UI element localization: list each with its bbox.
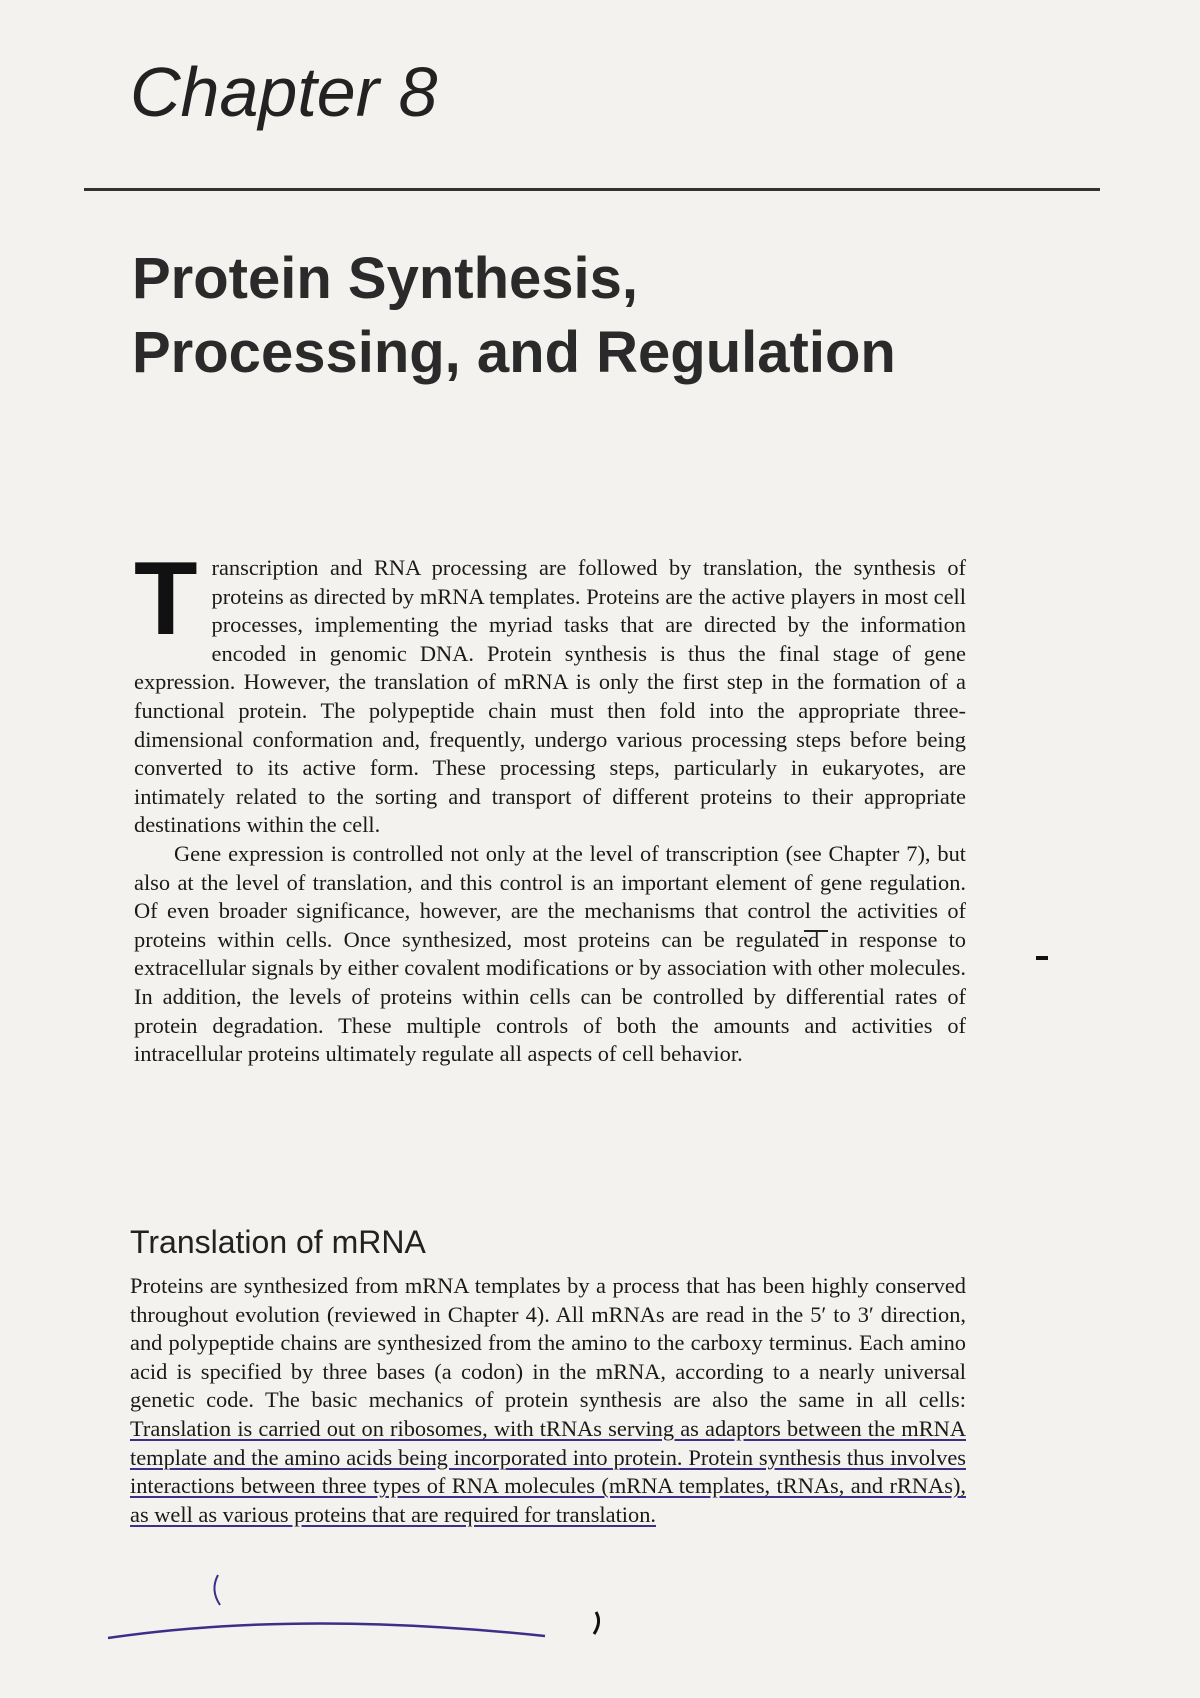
- handwritten-underlined-text: Translation is carried out on ribosomes, with tRNAs serving as adaptors between the mRNA template and the amino acids being incorporated into protein. Protein synthesis thus involves interactions between three types of RNA molecules (mRNA templates, tRNAs, and rRNAs), as well as various proteins that are required for translation.: [130, 1415, 966, 1527]
- intro-paragraph-2: Gene expression is controlled not only at the level of transcription (see Chapter 7), but also at the level of translation, and this control is an important element of gene regulation. Of even broader significance, however, are the mechanisms that control the activities of proteins within cells. Once synthesized, most proteins can be regulated in response to extracellular signals by either covalent modifications or by association with other molecules. In addition, the levels of proteins within cells can be controlled by differential rates of protein degradation. These multiple controls of both the amounts and activities of intracellular proteins ultimately regulate all aspects of cell behavior.: [134, 840, 966, 1067]
- section-paragraph-text: Proteins are synthesized from mRNA templates by a process that has been highly conserved throughout evolution (reviewed in Chapter 4). All mRNAs are read in the 5′ to 3′ direction, and polypeptide chains are synthesized from the amino to the carboxy terminus. Each amino acid is specified by three bases (a codon) in the mRNA, according to a nearly universal genetic code. The basic mechanics of protein synthesis are also the same in all cells:: [130, 1273, 966, 1413]
- chapter-label: Chapter 8: [130, 53, 438, 131]
- chapter-title-line2: Processing, and Regulation: [132, 320, 896, 385]
- handwritten-bracket-close: [594, 1612, 599, 1634]
- chapter-title-line1: Protein Synthesis,: [132, 246, 639, 311]
- handwritten-underline-stroke: [108, 1623, 545, 1638]
- handwritten-bracket-open: [214, 1575, 220, 1605]
- intro-paragraph-1-text: ranscription and RNA processing are followed by translation, the synthesis of proteins as directed by mRNA templates. Proteins are the active players in most cell processes, implementing the myriad tasks that are directed by the information encoded in genomic DNA. Protein synthesis is thus the final stage of gene expression. However, the translation of mRNA is only the first step in the formation of a functional protein. The polypeptide chain must then fold into the appropriate three-dimensional conformation and, frequently, undergo various processing steps before being converted to its active form. These processing steps, particularly in eukaryotes, are intimately related to the sorting and transport of different proteins to their appropriate destinations within the cell.: [134, 555, 966, 838]
- section-heading: Translation of mRNA: [130, 1224, 426, 1260]
- drop-cap: T: [134, 541, 198, 657]
